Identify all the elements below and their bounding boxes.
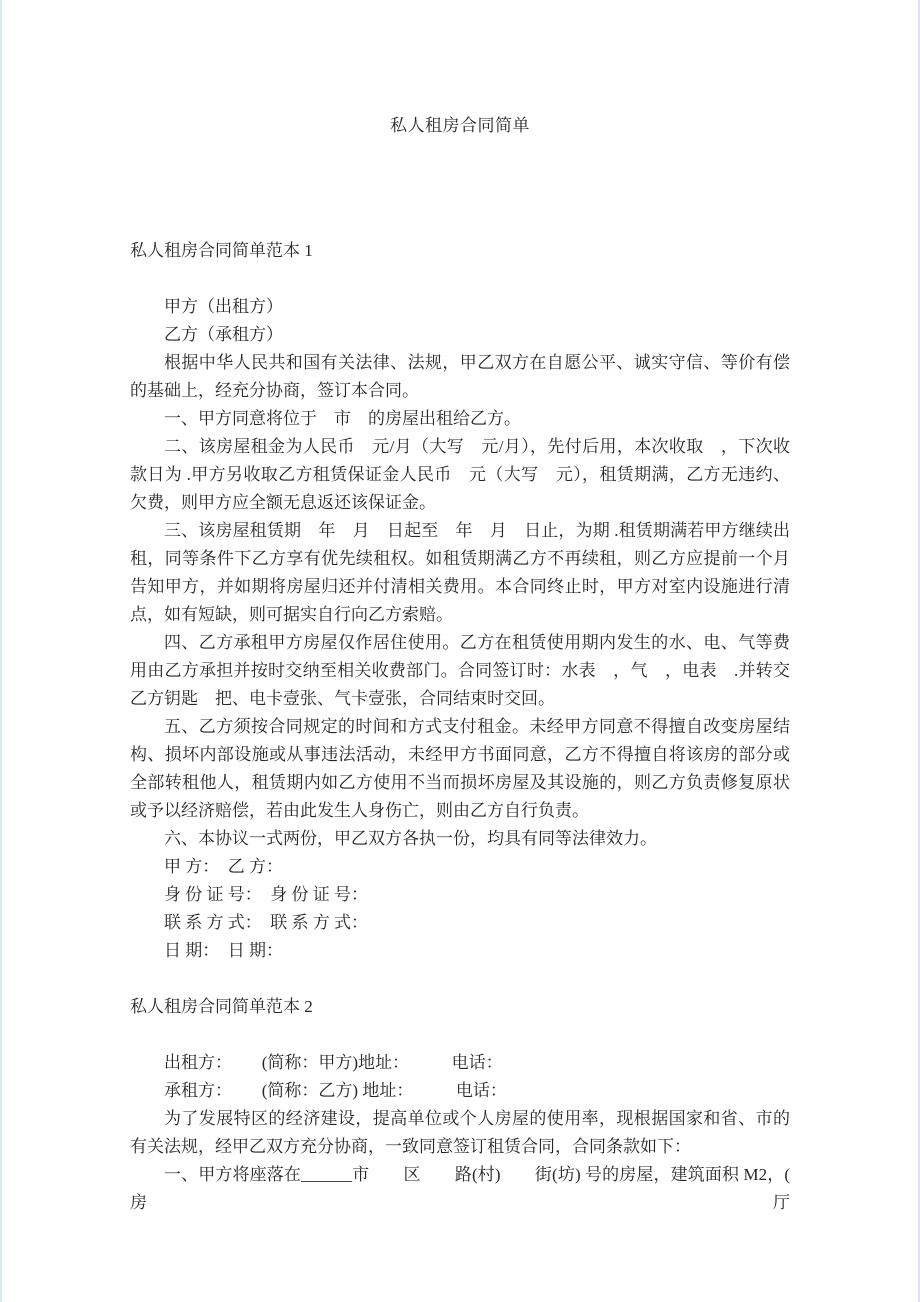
clause-2: 二、该房屋租金为人民币 元/月（大写 元/月），先付后用，本次收取 ，下次收款日为 .甲方另收取乙方租赁保证金人民币 元（大写 元），租赁期满，乙方无违约、欠费，则甲方应全额无息返还该保证金。 bbox=[130, 437, 790, 512]
preamble-paragraph-2: 为了发展特区的经济建设，提高单位或个人房屋的使用率，现根据国家和省、市的有关法规，经甲乙双方充分协商，一致同意签订租赁合同，合同条款如下： bbox=[130, 1109, 790, 1156]
page-left-edge bbox=[0, 0, 2, 1302]
clause-3: 三、该房屋租赁期 年 月 日起至 年 月 日止，为期 .租赁期满若甲方继续出租，同等条件下乙方享有优先续租权。如租赁期满乙方不再续租，则乙方应提前一个月告知甲方，并如期将房屋归还并付清相关费用。本合同终止时，甲方对室内设施进行清点，如有短缺，则可据实自行向乙方索赔。 bbox=[130, 521, 790, 624]
clause-1: 一、甲方同意将位于 市 的房屋出租给乙方。 bbox=[164, 409, 521, 428]
lessee-line: 承租方： (简称：乙方) 地址： 电话： bbox=[164, 1081, 507, 1100]
clause-6: 六、本协议一式两份，甲乙双方各执一份，均具有同等法律效力。 bbox=[164, 829, 657, 848]
clause-5: 五、乙方须按合同规定的时间和方式支付租金。未经甲方同意不得擅自改变房屋结构、损坏内部设施或从事违法活动，未经甲方书面同意，乙方不得擅自将该房的部分或全部转租他人，租赁期内如乙方使用不当而损坏房屋及其设施的，则乙方负责修复原状或予以经济赔偿，若由此发生人身伤亡，则由乙方自行负责。 bbox=[130, 717, 790, 820]
document-title: 私人租房合同简单 bbox=[390, 116, 530, 135]
signature-date-line: 日 期： 日 期： bbox=[164, 941, 283, 960]
signature-names-line: 甲 方： 乙 方： bbox=[164, 857, 283, 876]
section1-heading: 私人租房合同简单范本 1 bbox=[130, 241, 313, 260]
party-a-line: 甲方（出租方） bbox=[164, 297, 283, 316]
signature-contact-line: 联 系 方 式： 联 系 方 式： bbox=[164, 913, 368, 932]
section2-heading: 私人租房合同简单范本 2 bbox=[130, 997, 313, 1016]
preamble-paragraph: 根据中华人民共和国有关法律、法规，甲乙双方在自愿公平、诚实守信、等价有偿的基础上，经充分协商，签订本合同。 bbox=[130, 353, 790, 400]
clause-1-section2: 一、甲方将座落在______市 区 路(村) 街(坊) 号的房屋，建筑面积 M2，( 房 厅 bbox=[130, 1165, 795, 1212]
lessor-line: 出租方： (简称：甲方)地址： 电话： bbox=[164, 1053, 503, 1072]
clause-4: 四、乙方承租甲方房屋仅作居住使用。乙方在租赁使用期内发生的水、电、气等费用由乙方承担并按时交纳至相关收费部门。合同签订时：水表 ，气 ，电表 .并转交乙方钥匙 把、电卡壹张、气卡壹张，合同结束时交回。 bbox=[130, 633, 790, 708]
party-b-line: 乙方（承租方） bbox=[164, 325, 283, 344]
signature-id-line: 身 份 证 号： 身 份 证 号： bbox=[164, 885, 368, 904]
